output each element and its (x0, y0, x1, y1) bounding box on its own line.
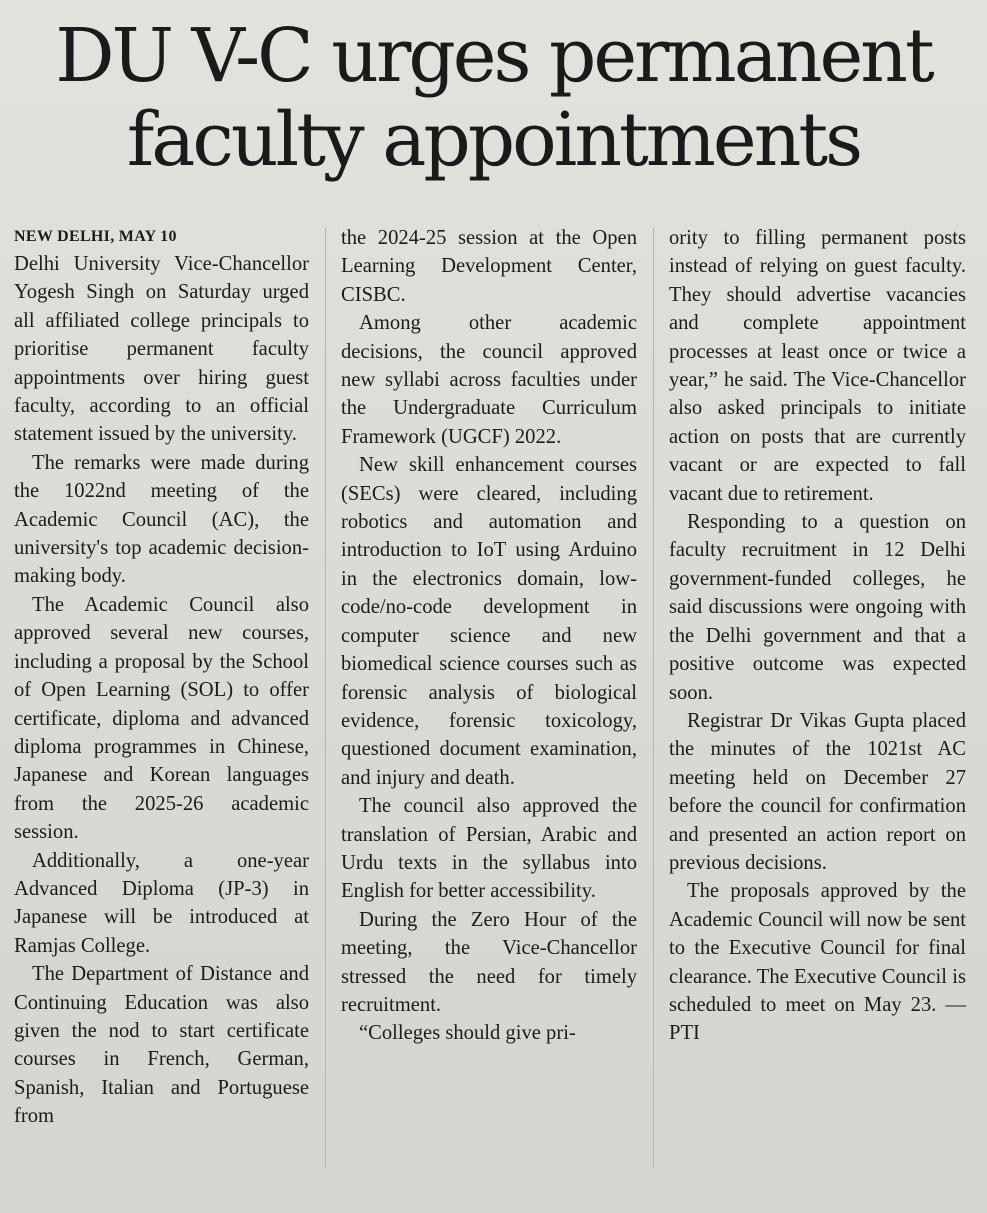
column-3 (669, 224, 966, 1048)
paragraph: New skill enhancement courses (SECs) were cleared, including robotics and automation and introduction to IoT using Arduino in the electronics domain, low-code/no-code development in computer science and new biomedical science courses such as forensic analysis of biological evidence, forensic toxicology, questioned document examination, and injury and death. (341, 454, 637, 789)
paragraph: The council also approved the translation of Persian, Arabic and Urdu texts in the syllabus into English for better accessibility. (341, 795, 637, 903)
paragraph: The Department of Distance and Continuing Education was also given the nod to start certificate courses in French, German, Spanish, Italian and Portuguese from (14, 963, 309, 1128)
paragraph: The proposals approved by the Academic Council will now be sent to the Executive Council for final clearance. The Executive Council is scheduled to meet on May 23. — PTI (669, 880, 966, 1045)
headline-line-1: DU V-C urges permanent (55, 13, 932, 99)
paragraph: Additionally, a one-year Advanced Diploma (JP-3) in Japanese will be introduced at Ramjas College. (14, 849, 309, 957)
paragraph: ority to filling permanent posts instead of relying on guest faculty. They should advertise vacancies and complete appointment processes at least once or twice a year,” he said. The Vice-Chancellor also asked principals to initiate action on posts that are currently vacant or are expected to fall vacant due to retirement. (669, 227, 966, 505)
column-2 (341, 224, 637, 1048)
headline (0, 14, 987, 182)
paragraph: During the Zero Hour of the meeting, the Vice-Chancellor stressed the need for timely recruitment. (341, 908, 637, 1016)
paragraph: Among other academic decisions, the council approved new syllabi across faculties under the Undergraduate Curriculum Framework (UGCF) 2022. (341, 312, 637, 448)
paragraph: The remarks were made during the 1022nd meeting of the Academic Council (AC), the university's top academic decision-making body. (14, 451, 309, 588)
column-rule (653, 228, 654, 1168)
paragraph: Delhi University Vice-Chancellor Yogesh Singh on Saturday urged all affiliated college principals to prioritise permanent faculty appointments over hiring guest faculty, according to an official statement issued by the university. (14, 253, 309, 446)
paragraph: The Academic Council also approved several new courses, including a proposal by the School of Open Learning (SOL) to offer certificate, diploma and advanced diploma programmes in Chinese, Japanese and Korean languages from the 2025-26 academic session. (14, 593, 309, 844)
dateline: NEW DELHI, MAY 10 (14, 228, 177, 245)
column-rule (325, 228, 326, 1168)
paragraph: “Colleges should give pri- (359, 1022, 576, 1045)
column-1 (14, 224, 309, 1131)
headline-line-2: faculty appointments (126, 97, 861, 183)
paragraph: Responding to a question on faculty recruitment in 12 Delhi government-funded colleges, he said discussions were ongoing with the Delhi government and that a positive outcome was expected soon. (669, 511, 966, 704)
paragraph: Registrar Dr Vikas Gupta placed the minutes of the 1021st AC meeting held on December 27 before the council for confirmation and presented an action report on previous decisions. (669, 709, 966, 874)
paragraph: the 2024-25 session at the Open Learning Development Center, CISBC. (341, 227, 637, 306)
